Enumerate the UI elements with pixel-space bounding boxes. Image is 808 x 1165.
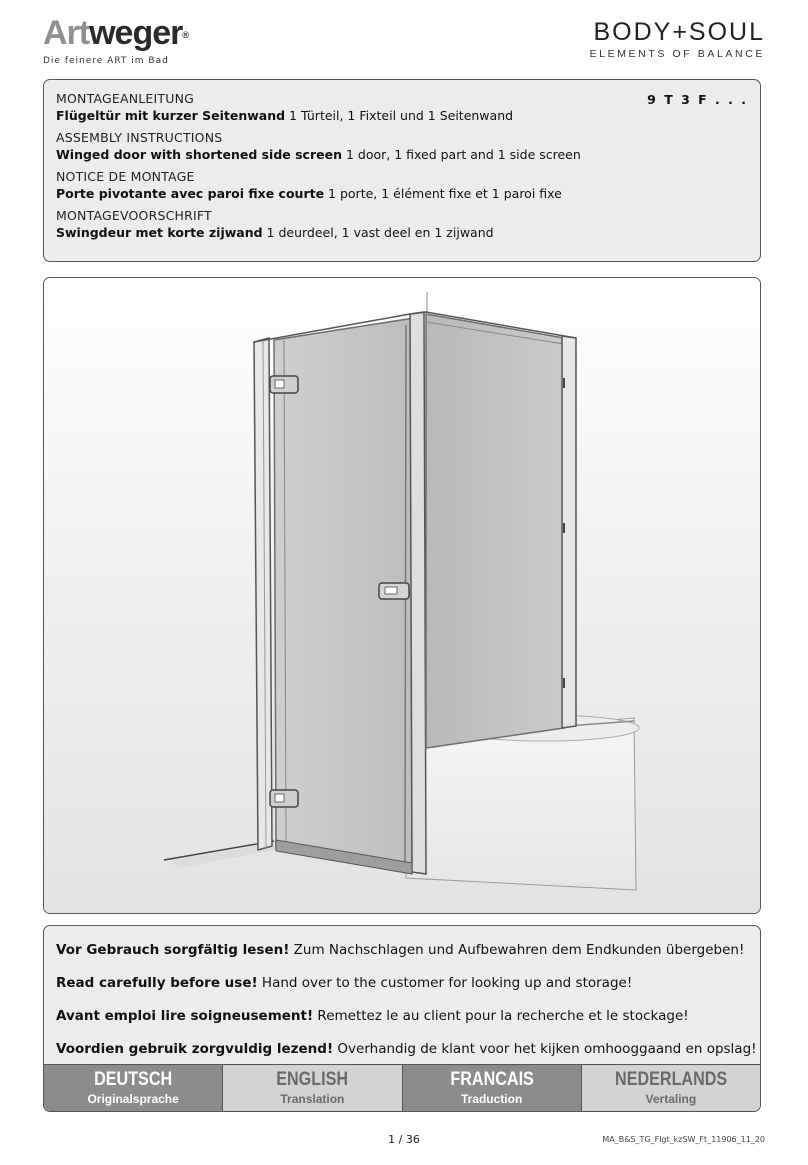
title-block-de bbox=[56, 90, 748, 124]
title-description: Winged door with shortened side screen 1 door, 1 fixed part and 1 side screen bbox=[56, 147, 581, 162]
title-heading: MONTAGEVOORSCHRIFT bbox=[56, 208, 212, 223]
warning-line-fr: Avant emploi lire soigneusement! Remettez le au client pour la recherche et le stockage! bbox=[56, 1008, 689, 1024]
warning-line-nl: Voordien gebruik zorgvuldig lezend! Overhandig de klant voor het kijken omhooggaand en opslag! bbox=[56, 1041, 757, 1057]
body-soul-logo bbox=[590, 18, 765, 60]
tab-francais[interactable]: FRANCAIS Traduction bbox=[403, 1065, 582, 1111]
tab-english[interactable]: ENGLISH Translation bbox=[223, 1065, 402, 1111]
warning-line-de: Vor Gebrauch sorgfältig lesen! Zum Nachschlagen und Aufbewahren dem Endkunden übergeben! bbox=[56, 942, 745, 958]
page-number: 1 / 36 bbox=[388, 1133, 420, 1146]
body-soul-subtitle: ELEMENTS OF BALANCE bbox=[589, 48, 765, 60]
tab-nederlands[interactable]: NEDERLANDS Vertaling bbox=[582, 1065, 760, 1111]
tab-deutsch[interactable]: DEUTSCH Originalsprache bbox=[44, 1065, 223, 1111]
language-tabs bbox=[44, 1064, 760, 1111]
product-code: 9 T 3 F . . . bbox=[647, 92, 748, 107]
warning-box bbox=[43, 925, 761, 1112]
title-block-nl bbox=[56, 207, 748, 241]
artweger-logo bbox=[43, 14, 213, 66]
title-block-en bbox=[56, 129, 748, 163]
title-box bbox=[43, 79, 761, 262]
warning-line-en: Read carefully before use! Hand over to the customer for looking up and storage! bbox=[56, 975, 633, 991]
artweger-wordmark: Artweger® bbox=[43, 14, 189, 52]
document-id: MA_B&S_TG_Flgt_kzSW_Ft_11906_11_20 bbox=[602, 1135, 765, 1144]
title-description: Swingdeur met korte zijwand 1 deurdeel, 1 vast deel en 1 zijwand bbox=[56, 225, 494, 240]
shower-enclosure-illustration-icon bbox=[44, 278, 760, 913]
side-screen-glass bbox=[426, 314, 564, 748]
product-illustration bbox=[43, 277, 761, 914]
corner-post bbox=[410, 312, 426, 874]
title-heading: NOTICE DE MONTAGE bbox=[56, 169, 195, 184]
title-heading: MONTAGEANLEITUNG bbox=[56, 91, 195, 106]
body-soul-wordmark: BODY+SOUL bbox=[593, 18, 765, 46]
title-description: Flügeltür mit kurzer Seitenwand 1 Türteil, 1 Fixteil und 1 Seitenwand bbox=[56, 108, 514, 123]
title-heading: ASSEMBLY INSTRUCTIONS bbox=[56, 130, 223, 145]
title-description: Porte pivotante avec paroi fixe courte 1 porte, 1 élément fixe et 1 paroi fixe bbox=[56, 186, 562, 201]
title-block-fr bbox=[56, 168, 748, 202]
artweger-tagline: Die feinere ART im Bad bbox=[43, 56, 169, 66]
